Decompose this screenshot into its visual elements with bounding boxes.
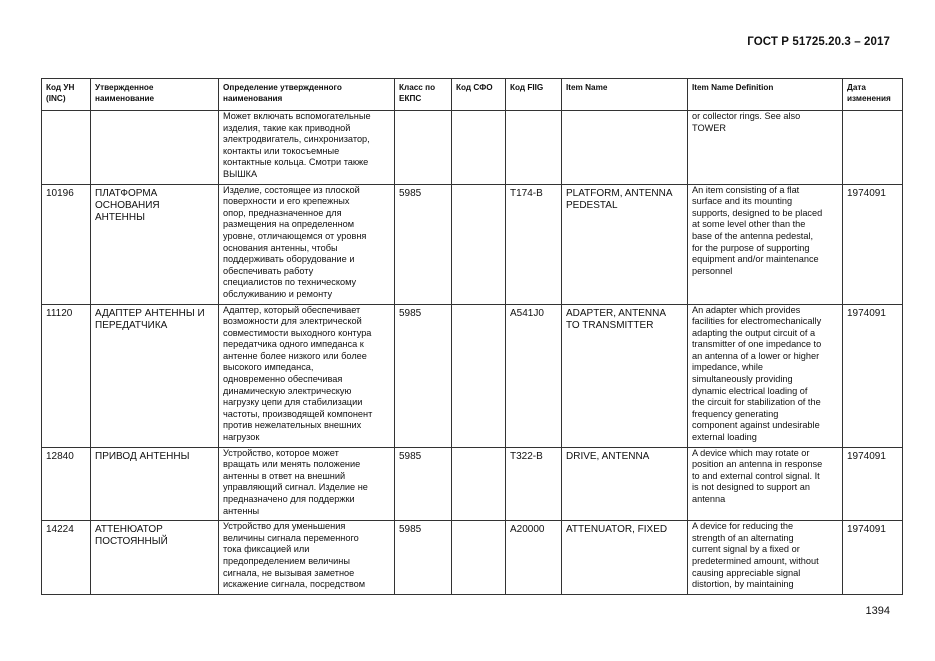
cell-line: опор, предназначенное для — [223, 207, 342, 218]
cell-line: антенны — [223, 505, 260, 516]
cell-approved-name — [91, 304, 219, 447]
cell-line: simultaneously providing — [692, 374, 793, 385]
cell-line: управляющий сигнал. Изделие не — [223, 482, 368, 493]
cell-line: personnel — [692, 265, 733, 276]
column-header-inc-code — [42, 79, 91, 111]
cell-line: external loading — [692, 432, 757, 443]
cell-change-date — [843, 111, 903, 185]
cell-line: A device which may rotate or — [692, 447, 810, 458]
column-header-line: Код УН — [46, 83, 75, 92]
cell-line: distortion, by maintaining — [692, 579, 794, 590]
cell-line: surface and its mounting — [692, 196, 793, 207]
cell-line: обеспечивать работу — [223, 265, 314, 276]
cell-change-date: 1974091 — [843, 184, 903, 304]
cell-approved-definition — [219, 111, 395, 185]
cell-line: специалистов по техническому — [223, 277, 357, 288]
cell-line: ПЛАТФОРМА — [95, 187, 158, 199]
cell-line: ОСНОВАНИЯ — [95, 199, 160, 211]
cell-inc-code: 14224 — [42, 521, 91, 595]
cell-line: ПРИВОД АНТЕННЫ — [95, 450, 190, 462]
cell-sfo-code — [452, 304, 506, 447]
cell-item-name — [562, 521, 688, 595]
cell-line: dynamic electrical loading of — [692, 385, 808, 396]
column-header-line: ЕКПС — [399, 93, 422, 103]
cell-ekps-class: 5985 — [395, 521, 452, 595]
cell-line: TO TRANSMITTER — [566, 319, 654, 331]
column-header-approved-name — [91, 79, 219, 111]
cell-line: вращать или менять положение — [223, 459, 361, 470]
cell-line: поддерживать оборудование и — [223, 254, 355, 265]
column-header-item-name-definition — [688, 79, 843, 111]
cell-line: размещения на определенном — [223, 219, 355, 230]
cell-line: нагрузку цепи для стабилизации — [223, 397, 363, 408]
cell-line: supports, designed to be placed — [692, 207, 823, 218]
cell-line: одновременно обеспечивая — [223, 374, 343, 385]
cell-line: equipment and/or maintenance — [692, 254, 819, 265]
cell-change-date: 1974091 — [843, 521, 903, 595]
cell-approved-definition — [219, 521, 395, 595]
cell-approved-name — [91, 447, 219, 521]
cell-sfo-code — [452, 521, 506, 595]
cell-line: or collector rings. See also — [692, 111, 801, 121]
cell-item-name-definition — [688, 304, 843, 447]
cell-line: ПОСТОЯННЫЙ — [95, 536, 168, 548]
cell-item-name — [562, 304, 688, 447]
table-row — [42, 184, 903, 304]
cell-line: adapting the output circuit of a — [692, 327, 816, 338]
cell-line: ПЕРЕДАТЧИКА — [95, 319, 168, 331]
cell-line: antenna — [692, 494, 726, 504]
cell-approved-definition — [219, 447, 395, 521]
column-header-fiig-code — [506, 79, 562, 111]
column-header-change-date — [843, 79, 903, 111]
cell-line: динамическую электрическую — [223, 385, 352, 396]
cell-inc-code — [42, 111, 91, 185]
column-header-line: Item Name — [566, 83, 608, 92]
cell-line: величины сигнала переменного — [223, 532, 359, 543]
cell-line: высокого импеданса, — [223, 362, 314, 373]
cell-inc-code: 12840 — [42, 447, 91, 521]
table-body — [42, 111, 903, 595]
cell-line: частоты, производящей компонент — [223, 408, 373, 419]
table-row — [42, 304, 903, 447]
column-header-line: Дата — [847, 83, 866, 92]
cell-line: основания антенны, чтобы — [223, 242, 338, 253]
cell-line: impedance, while — [692, 362, 763, 373]
cell-line: ATTENUATOR, FIXED — [566, 524, 668, 536]
document-header: ГОСТ Р 51725.20.3 – 2017 — [747, 36, 890, 48]
cell-line: An adapter which provides — [692, 304, 801, 315]
cell-line: нагрузок — [223, 432, 260, 443]
cell-line: антенне более низкого или более — [223, 350, 367, 361]
cell-fiig-code: T322-B — [506, 447, 562, 521]
table-row — [42, 521, 903, 595]
cell-inc-code: 11120 — [42, 304, 91, 447]
cell-line: causing appreciable signal — [692, 567, 801, 578]
cell-inc-code: 10196 — [42, 184, 91, 304]
cell-fiig-code: T174-B — [506, 184, 562, 304]
cell-line: против нежелательных внешних — [223, 420, 362, 431]
table-header-row — [42, 79, 903, 111]
cell-fiig-code: A541J0 — [506, 304, 562, 447]
cell-line: Устройство, которое может — [223, 447, 339, 458]
cell-item-name — [562, 111, 688, 185]
cell-line: совместимости выходного контура — [223, 327, 372, 338]
cell-line: тока фиксацией или — [223, 544, 310, 555]
cell-line: ADAPTER, ANTENNA — [566, 307, 667, 319]
cell-line: возможности для электрической — [223, 316, 362, 327]
cell-line: An item consisting of a flat — [692, 184, 800, 195]
column-header-line: Код FIIG — [510, 83, 544, 92]
cell-line: антенны в ответ на внешний — [223, 470, 346, 481]
cell-line: уровне, отличающемся от уровня — [223, 230, 367, 241]
cell-item-name-definition — [688, 111, 843, 185]
cell-line: сигнала, не вызывая заметное — [223, 567, 355, 578]
cell-line: transmitter of one impedance to — [692, 339, 822, 350]
cell-approved-definition — [219, 184, 395, 304]
cell-sfo-code — [452, 447, 506, 521]
cell-line: the circuit for stabilization of the — [692, 397, 821, 408]
cell-approved-name — [91, 521, 219, 595]
cell-line: АНТЕННЫ — [95, 211, 145, 223]
cell-fiig-code — [506, 111, 562, 185]
cell-line: предопределением величины — [223, 555, 350, 566]
cell-ekps-class: 5985 — [395, 447, 452, 521]
cell-line: PEDESTAL — [566, 199, 618, 211]
cell-line: электродвигатель, синхронизатор, — [223, 134, 370, 145]
cell-item-name-definition — [688, 521, 843, 595]
cell-sfo-code — [452, 184, 506, 304]
cell-line: Адаптер, который обеспечивает — [223, 304, 361, 315]
column-header-line: Утвержденное — [95, 83, 154, 92]
cell-line: current signal by a fixed or — [692, 544, 800, 555]
column-header-ekps-class — [395, 79, 452, 111]
cell-ekps-class: 5985 — [395, 304, 452, 447]
cell-approved-name — [91, 184, 219, 304]
column-header-line: Item Name Definition — [692, 83, 774, 92]
cell-line: Изделие, состоящее из плоской — [223, 184, 360, 195]
cell-line: АДАПТЕР АНТЕННЫ И — [95, 307, 205, 319]
column-header-approved-definition — [219, 79, 395, 111]
cell-line: TOWER — [692, 122, 727, 133]
table-row — [42, 111, 903, 185]
cell-line: предназначено для поддержки — [223, 494, 355, 504]
cell-ekps-class: 5985 — [395, 184, 452, 304]
column-header-line: наименование — [95, 93, 155, 103]
cell-line: is not designed to support an — [692, 482, 810, 493]
cell-line: АТТЕНЮАТОР — [95, 524, 163, 536]
cell-sfo-code — [452, 111, 506, 185]
cell-line: A device for reducing the — [692, 521, 794, 532]
column-header-line: Определение утвержденного — [223, 83, 342, 92]
cell-line: контактные кольца. Смотри также — [223, 157, 369, 168]
cell-item-name — [562, 184, 688, 304]
cell-approved-name — [91, 111, 219, 185]
cell-line: Устройство для уменьшения — [223, 521, 346, 532]
cell-line: PLATFORM, ANTENNA — [566, 187, 673, 199]
cell-ekps-class — [395, 111, 452, 185]
column-header-item-name — [562, 79, 688, 111]
cell-line: изделия, такие как приводной — [223, 122, 351, 133]
cell-fiig-code: A20000 — [506, 521, 562, 595]
cell-line: ВЫШКА — [223, 168, 258, 179]
column-header-line: Код СФО — [456, 83, 493, 92]
cell-change-date: 1974091 — [843, 304, 903, 447]
specification-table — [41, 78, 903, 595]
cell-line: position an antenna in response — [692, 459, 823, 470]
column-header-line: (INC) — [46, 93, 66, 103]
cell-line: контакты или токосъемные — [223, 145, 340, 156]
column-header-line: изменения — [847, 93, 891, 103]
cell-line: DRIVE, ANTENNA — [566, 450, 650, 462]
column-header-line: Класс по — [399, 83, 436, 92]
cell-line: обслуживанию и ремонту — [223, 288, 333, 299]
cell-line: искажение сигнала, посредством — [223, 579, 366, 590]
cell-line: Может включать вспомогательные — [223, 111, 371, 121]
table-row — [42, 447, 903, 521]
cell-line: an antenna of a lower or higher — [692, 350, 820, 361]
cell-line: base of the antenna pedestal, — [692, 230, 814, 241]
cell-item-name-definition — [688, 184, 843, 304]
cell-line: component against undesirable — [692, 420, 820, 431]
column-header-sfo-code — [452, 79, 506, 111]
cell-line: передатчика одного импеданса к — [223, 339, 364, 350]
cell-change-date: 1974091 — [843, 447, 903, 521]
column-header-line: наименования — [223, 93, 283, 103]
cell-line: facilities for electromechanically — [692, 316, 822, 327]
cell-line: to and external control signal. It — [692, 470, 820, 481]
cell-item-name — [562, 447, 688, 521]
cell-line: at some level other than the — [692, 219, 806, 230]
cell-line: predetermined amount, without — [692, 555, 819, 566]
cell-item-name-definition — [688, 447, 843, 521]
cell-approved-definition — [219, 304, 395, 447]
cell-line: strength of an alternating — [692, 532, 794, 543]
cell-line: frequency generating — [692, 408, 779, 419]
page-number: 1394 — [865, 605, 890, 617]
cell-line: поверхности и его крепежных — [223, 196, 350, 207]
cell-line: for the purpose of supporting — [692, 242, 810, 253]
